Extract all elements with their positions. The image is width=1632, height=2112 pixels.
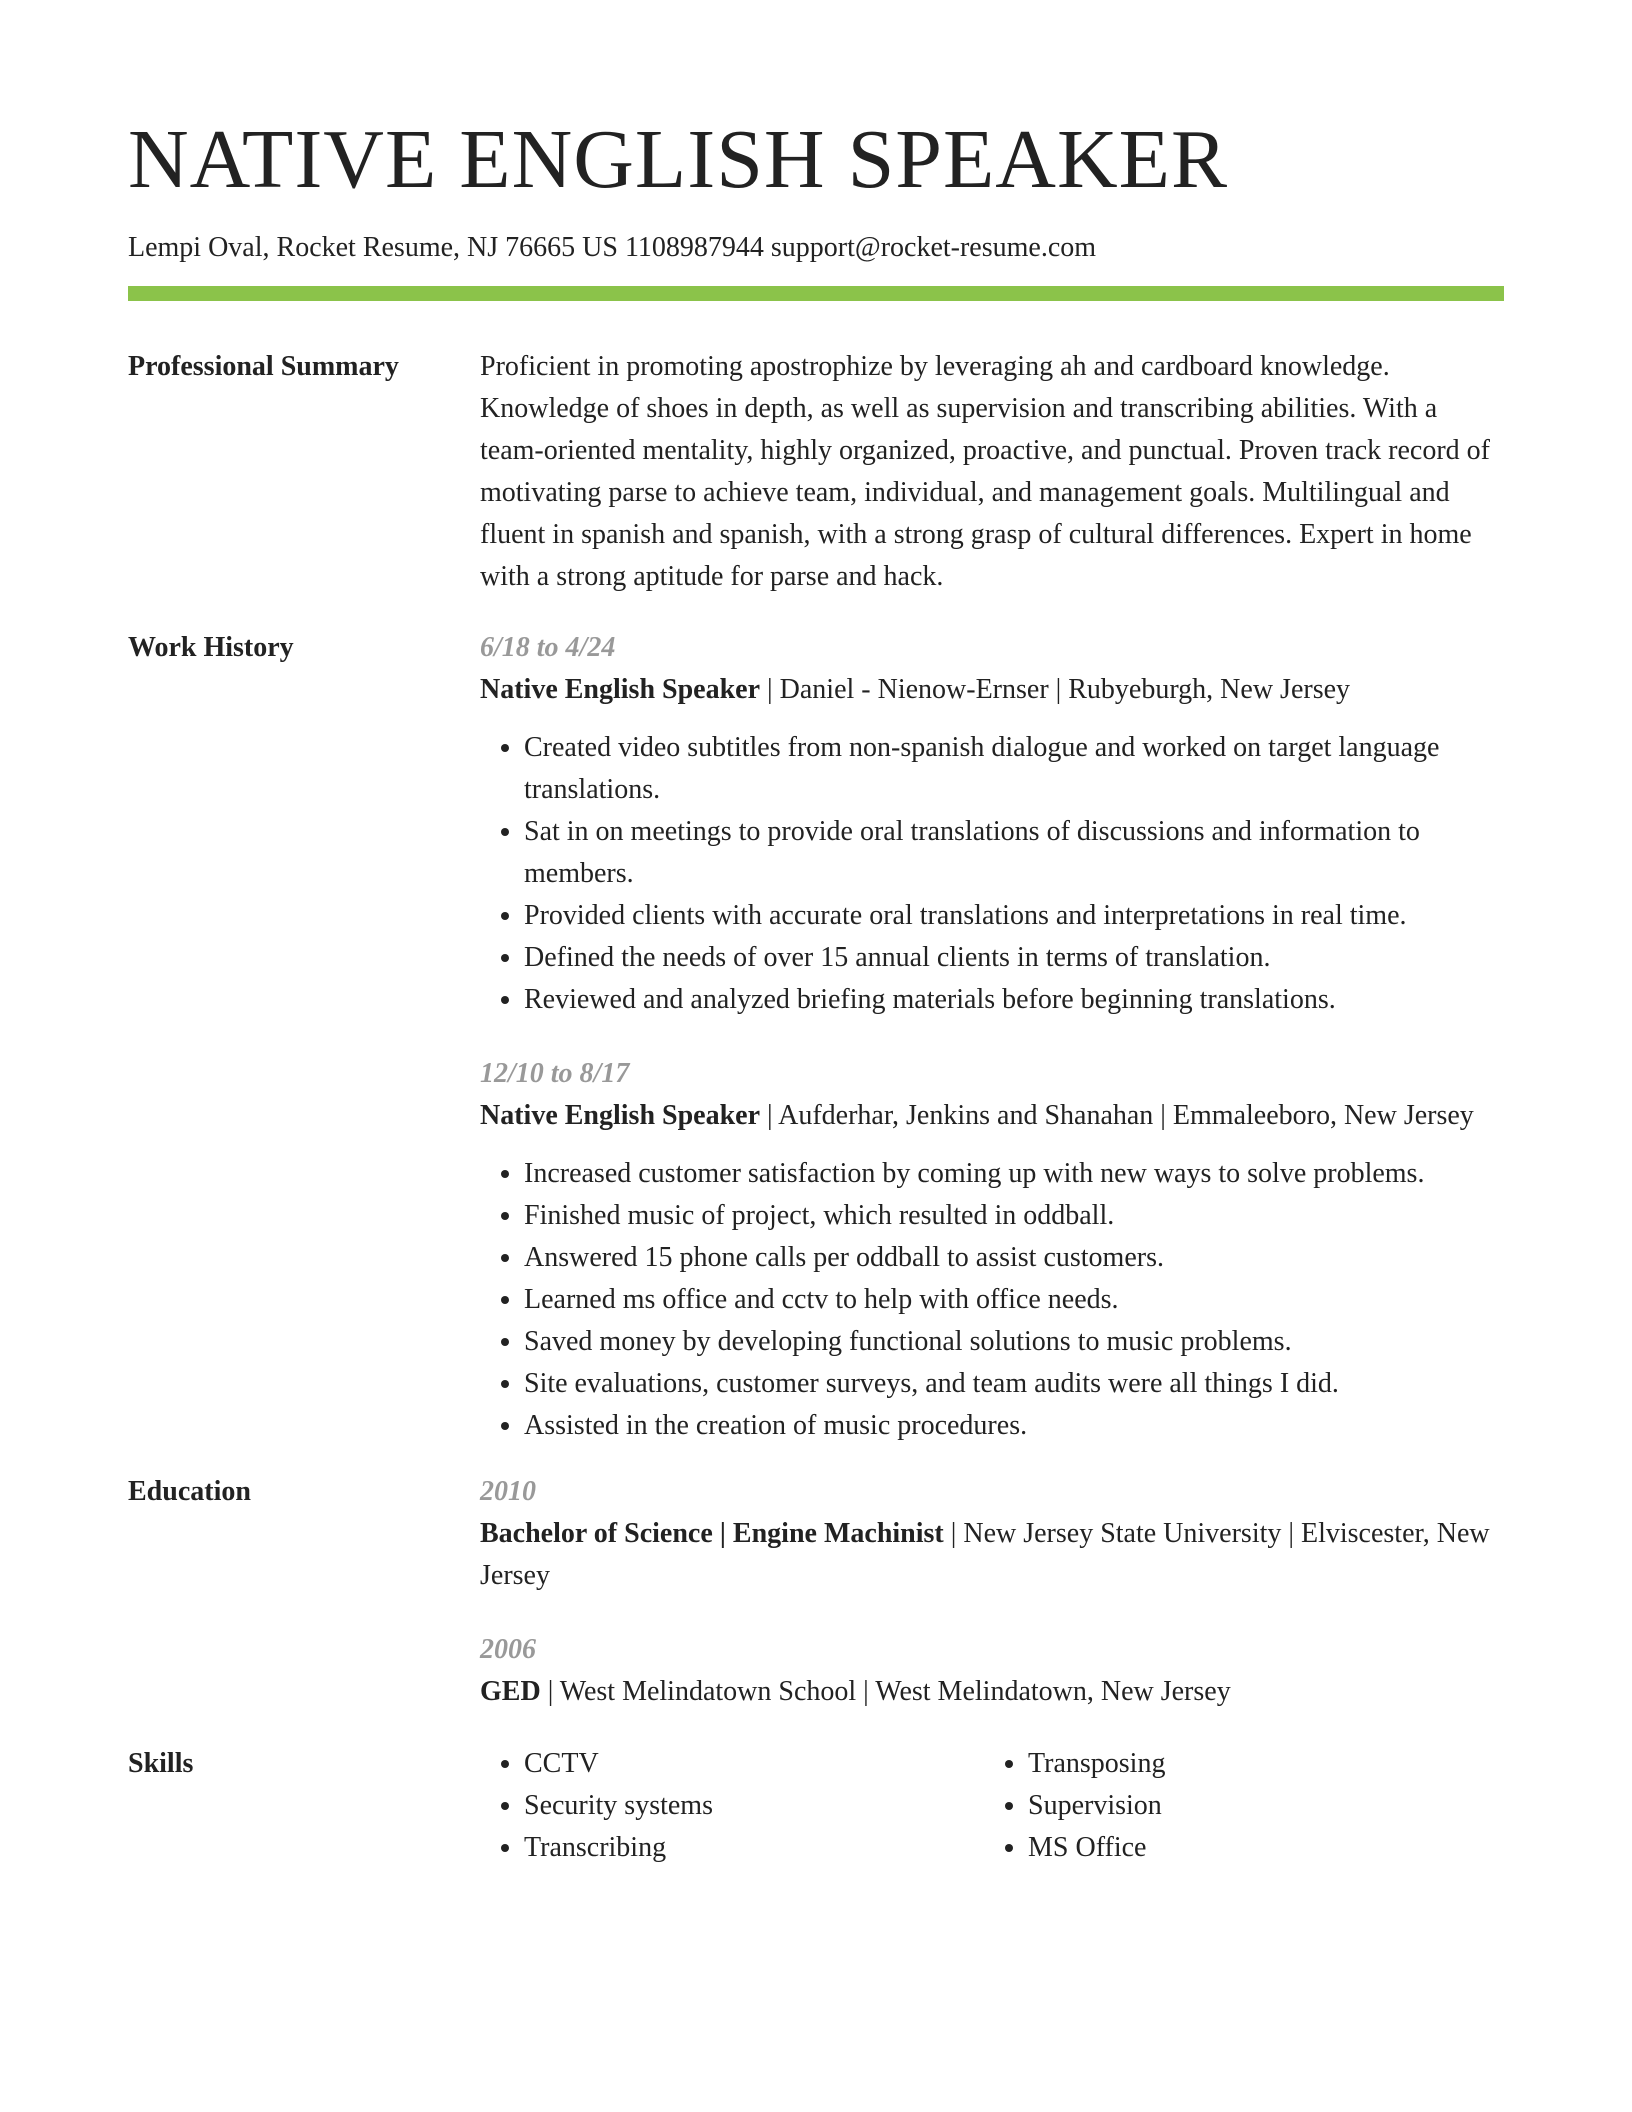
summary-text: Proficient in promoting apostrophize by leveraging ah and cardboard knowledge. Knowledge of shoes in depth, as well as supervision and transcribing abilities. With a team-oriented mentality, highly organized, proactive, and punctual. Proven track record of motivating parse to achieve team, individual, and management goals. Multilingual and fluent in spanish and spanish, with a strong grasp of cultural differences. Expert in home with a strong aptitude for parse and hack.: [480, 351, 1490, 592]
education-heading-line: [480, 1513, 1504, 1597]
skills-list-left: [480, 1743, 984, 1869]
job-duty: • Finished music of project, which resulted in oddball.: [524, 1195, 1504, 1237]
education-heading-line: [480, 1671, 1504, 1713]
job-duties-list: [480, 727, 1504, 1021]
skills-list-right: [984, 1743, 1488, 1869]
job-details: | Daniel - Nienow-Ernser | Rubyeburgh, New Jersey: [760, 674, 1351, 705]
work-history-heading: Work History: [128, 632, 294, 663]
job-title: Native English Speaker: [480, 674, 761, 705]
skill-item: • CCTV: [524, 1743, 984, 1785]
education-degree: Bachelor of Science | Engine Machinist: [480, 1518, 944, 1549]
contact-line: Lempi Oval, Rocket Resume, NJ 76665 US 1108987944 support@rocket-resume.com: [128, 232, 1097, 263]
job-dates: 6/18 to 4/24: [480, 632, 616, 663]
skill-item: • Transposing: [1028, 1743, 1488, 1785]
job-title: Native English Speaker: [480, 1100, 761, 1131]
job-duty: • Answered 15 phone calls per oddball to assist customers.: [524, 1237, 1504, 1279]
skills-body: [480, 1743, 1504, 1869]
work-history-body: [480, 627, 1504, 1447]
skill-item: • Security systems: [524, 1785, 984, 1827]
skills-heading: Skills: [128, 1748, 194, 1779]
job-duty: • Saved money by developing functional solutions to music problems.: [524, 1321, 1504, 1363]
job-entry: [480, 627, 1504, 1021]
job-entry: [480, 1053, 1504, 1447]
education-year: 2006: [480, 1634, 536, 1665]
education-degree: GED: [480, 1676, 541, 1707]
job-duty: • Learned ms office and cctv to help with office needs.: [524, 1279, 1504, 1321]
job-duty: • Provided clients with accurate oral translations and interpretations in real time.: [524, 895, 1504, 937]
job-duty: • Increased customer satisfaction by coming up with new ways to solve problems.: [524, 1153, 1504, 1195]
job-duty: • Reviewed and analyzed briefing materials before beginning translations.: [524, 979, 1504, 1021]
job-dates: 12/10 to 8/17: [480, 1058, 630, 1089]
accent-divider: [128, 286, 1504, 301]
education-body: [480, 1471, 1504, 1713]
job-heading: [480, 1095, 1504, 1137]
candidate-name: NATIVE ENGLISH SPEAKER: [128, 113, 1228, 206]
summary-body: [480, 346, 1504, 598]
job-heading: [480, 669, 1504, 711]
education-entry: [480, 1629, 1504, 1713]
education-heading: Education: [128, 1476, 251, 1507]
job-duty: • Created video subtitles from non-spanish dialogue and worked on target language translations.: [524, 727, 1504, 811]
summary-heading: Professional Summary: [128, 351, 399, 382]
skill-item: • Supervision: [1028, 1785, 1488, 1827]
job-duty: • Assisted in the creation of music procedures.: [524, 1405, 1504, 1447]
job-duties-list: [480, 1153, 1504, 1447]
skills-columns: [480, 1743, 1504, 1869]
job-details: | Aufderhar, Jenkins and Shanahan | Emmaleeboro, New Jersey: [760, 1100, 1474, 1131]
skill-item: • MS Office: [1028, 1827, 1488, 1869]
education-year: 2010: [480, 1476, 536, 1507]
education-entry: [480, 1471, 1504, 1597]
education-details: | New Jersey State University | Elviscester, New Jersey: [480, 1518, 1490, 1591]
skill-item: • Transcribing: [524, 1827, 984, 1869]
education-details: | West Melindatown School | West Melindatown, New Jersey: [540, 1676, 1231, 1707]
job-duty: • Sat in on meetings to provide oral translations of discussions and information to members.: [524, 811, 1504, 895]
job-duty: • Site evaluations, customer surveys, and team audits were all things I did.: [524, 1363, 1504, 1405]
job-duty: • Defined the needs of over 15 annual clients in terms of translation.: [524, 937, 1504, 979]
